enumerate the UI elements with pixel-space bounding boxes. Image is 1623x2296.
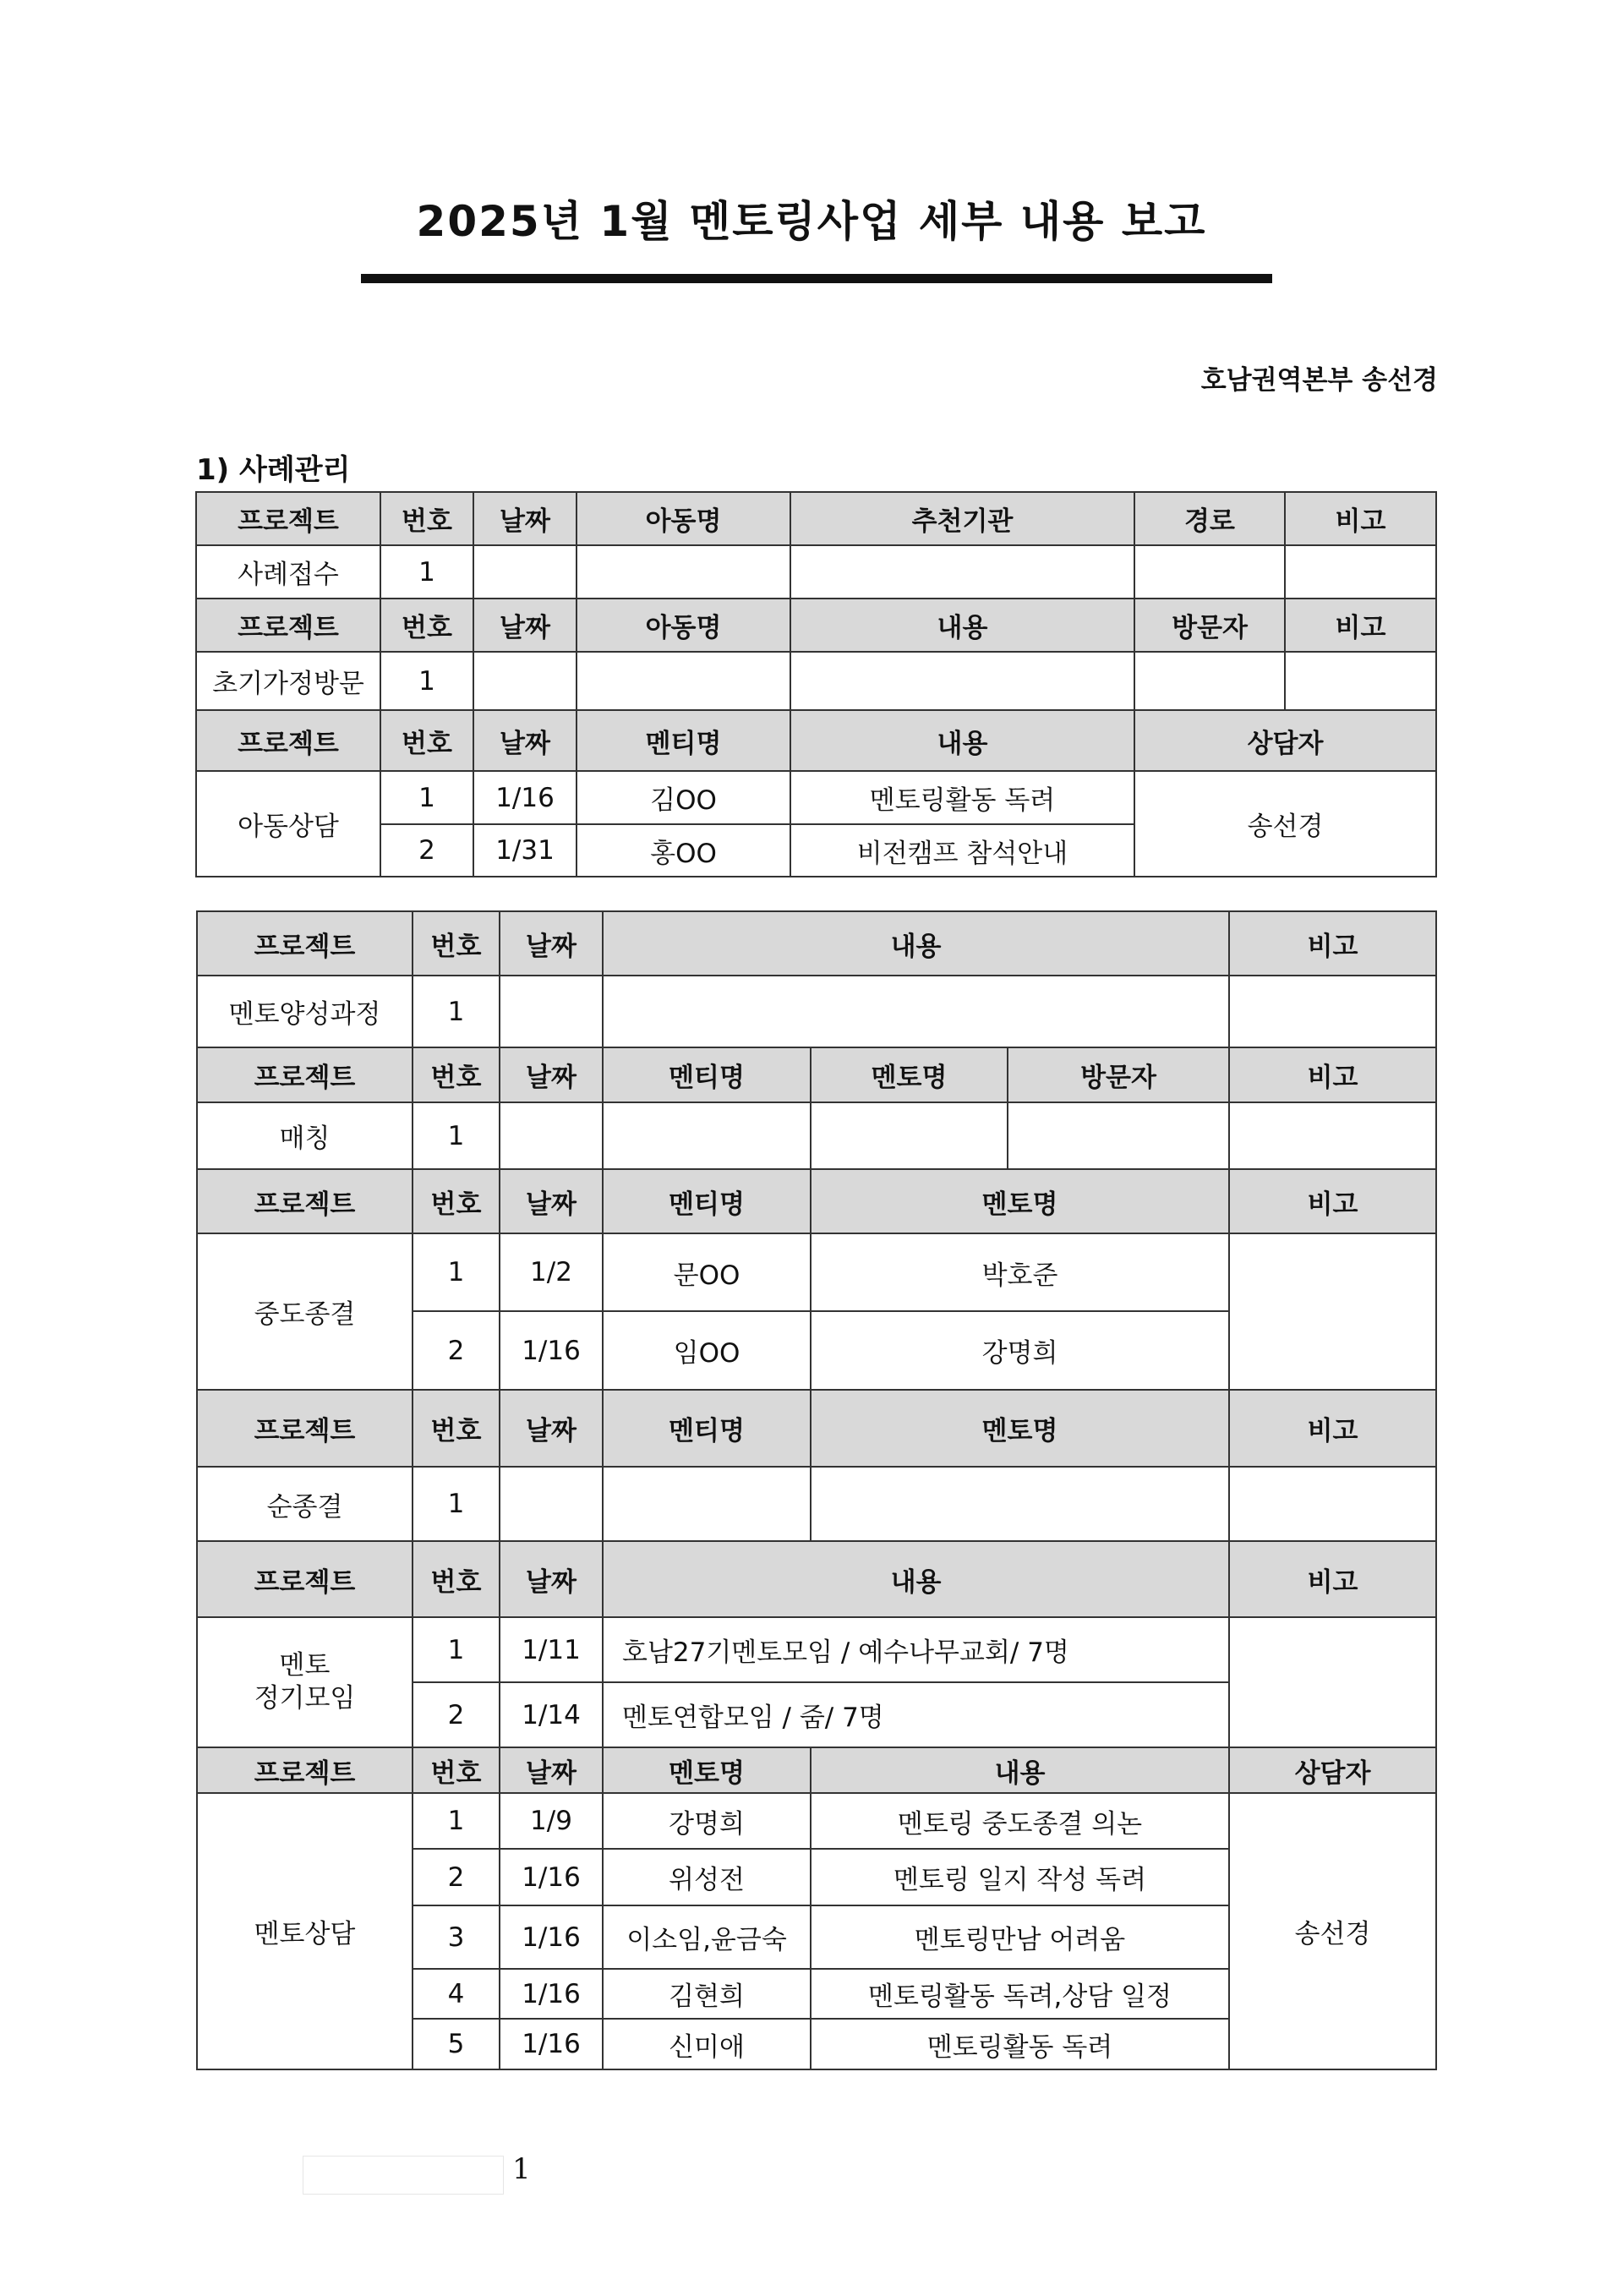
project-cell: 사례접수	[196, 545, 380, 599]
mentee-cell	[603, 1102, 811, 1169]
no-cell: 5	[413, 2019, 500, 2069]
col-date: 날짜	[500, 1047, 603, 1102]
date-cell	[500, 976, 603, 1047]
col-visitor: 방문자	[1008, 1047, 1229, 1102]
col-project: 프로젝트	[197, 911, 413, 976]
case-management-table	[195, 491, 1437, 877]
col-remark: 비고	[1285, 492, 1436, 545]
table-row	[197, 976, 1436, 1047]
no-cell: 4	[413, 1969, 500, 2019]
no-cell: 1	[380, 545, 473, 599]
remark-cell	[1229, 1467, 1436, 1541]
content-cell: 멘토링 중도종결 의논	[811, 1793, 1229, 1849]
col-mentee: 멘티명	[603, 1169, 811, 1233]
col-mentor: 멘토명	[811, 1047, 1008, 1102]
col-route: 경로	[1134, 492, 1285, 545]
header-row	[197, 1747, 1436, 1793]
col-no: 번호	[413, 1047, 500, 1102]
col-mentor: 멘토명	[603, 1747, 811, 1793]
col-no: 번호	[413, 1169, 500, 1233]
date-cell: 1/9	[500, 1793, 603, 1849]
col-agency: 추천기관	[790, 492, 1134, 545]
header-row	[196, 599, 1436, 652]
header-row	[196, 492, 1436, 545]
content-cell: 비전캠프 참석안내	[790, 824, 1134, 877]
no-cell: 1	[380, 771, 473, 824]
mentor-cell: 김현희	[603, 1969, 811, 2019]
no-cell: 2	[413, 1311, 500, 1390]
date-cell: 1/16	[500, 1311, 603, 1390]
remark-cell	[1229, 1102, 1436, 1169]
mentor-cell: 신미애	[603, 2019, 811, 2069]
project-cell: 아동상담	[196, 771, 380, 877]
col-content: 내용	[603, 1541, 1229, 1617]
col-mentee: 멘티명	[577, 710, 790, 771]
section-heading: 1) 사례관리	[196, 453, 351, 487]
remark-cell	[1229, 1233, 1436, 1390]
remark-cell	[1285, 545, 1436, 599]
no-cell: 1	[413, 1233, 500, 1311]
table-row	[196, 545, 1436, 599]
no-cell: 1	[413, 1617, 500, 1682]
mentor-cell: 박호준	[811, 1233, 1229, 1311]
col-remark: 비고	[1229, 1541, 1436, 1617]
project-cell: 매칭	[197, 1102, 413, 1169]
col-no: 번호	[413, 1747, 500, 1793]
project-cell: 멘토상담	[197, 1793, 413, 2069]
no-cell: 2	[413, 1682, 500, 1747]
header-row	[197, 1169, 1436, 1233]
visitor-cell	[1008, 1102, 1229, 1169]
header-row	[196, 710, 1436, 771]
col-remark: 비고	[1285, 599, 1436, 652]
content-cell: 멘토링활동 독려,상담 일정	[811, 1969, 1229, 2019]
mentee-cell	[603, 1467, 811, 1541]
footer-box	[303, 2156, 504, 2195]
header-row	[197, 1541, 1436, 1617]
col-project: 프로젝트	[197, 1169, 413, 1233]
table-row	[197, 1233, 1436, 1311]
table-row	[197, 1793, 1436, 1849]
date-cell: 1/14	[500, 1682, 603, 1747]
col-no: 번호	[380, 492, 473, 545]
content-cell	[603, 976, 1229, 1047]
table-row	[196, 652, 1436, 710]
table-row	[197, 1467, 1436, 1541]
col-date: 날짜	[500, 911, 603, 976]
remark-cell	[1229, 976, 1436, 1047]
col-remark: 비고	[1229, 1390, 1436, 1467]
col-date: 날짜	[473, 492, 577, 545]
col-date: 날짜	[500, 1390, 603, 1467]
mentor-cell: 강명희	[603, 1793, 811, 1849]
date-cell	[500, 1102, 603, 1169]
content-cell: 멘토링만남 어려움	[811, 1905, 1229, 1969]
mentoring-activity-table	[196, 910, 1437, 2070]
col-no: 번호	[380, 710, 473, 771]
date-cell	[473, 652, 577, 710]
date-cell: 1/16	[473, 771, 577, 824]
no-cell: 3	[413, 1905, 500, 1969]
col-counselor: 상담자	[1229, 1747, 1436, 1793]
col-date: 날짜	[500, 1169, 603, 1233]
title-underline	[361, 274, 1272, 283]
col-project: 프로젝트	[197, 1747, 413, 1793]
col-date: 날짜	[500, 1747, 603, 1793]
route-cell	[1134, 545, 1285, 599]
col-remark: 비고	[1229, 1047, 1436, 1102]
content-cell: 멘토연합모임 / 줌/ 7명	[603, 1682, 1229, 1747]
col-project: 프로젝트	[196, 492, 380, 545]
col-date: 날짜	[473, 599, 577, 652]
header-row	[197, 1047, 1436, 1102]
date-cell	[500, 1467, 603, 1541]
counselor-cell: 송선경	[1229, 1793, 1436, 2069]
col-mentee: 멘티명	[603, 1390, 811, 1467]
col-project: 프로젝트	[197, 1047, 413, 1102]
col-project: 프로젝트	[196, 599, 380, 652]
child-cell	[577, 652, 790, 710]
date-cell: 1/11	[500, 1617, 603, 1682]
header-row	[197, 1390, 1436, 1467]
mentee-cell: 김OO	[577, 771, 790, 824]
col-remark: 비고	[1229, 911, 1436, 976]
date-cell	[473, 545, 577, 599]
project-cell: 중도종결	[197, 1233, 413, 1390]
col-counselor: 상담자	[1134, 710, 1436, 771]
project-cell: 순종결	[197, 1467, 413, 1541]
mentor-cell: 강명희	[811, 1311, 1229, 1390]
col-mentor: 멘토명	[811, 1390, 1229, 1467]
header-row	[197, 911, 1436, 976]
col-project: 프로젝트	[196, 710, 380, 771]
mentor-cell: 이소임,윤금숙	[603, 1905, 811, 1969]
col-no: 번호	[413, 1541, 500, 1617]
mentee-cell: 임OO	[603, 1311, 811, 1390]
col-child: 아동명	[577, 492, 790, 545]
date-cell: 1/16	[500, 1969, 603, 2019]
remark-cell	[1229, 1617, 1436, 1747]
mentee-cell: 홍OO	[577, 824, 790, 877]
counselor-cell: 송선경	[1134, 771, 1436, 877]
col-content: 내용	[790, 599, 1134, 652]
col-date: 날짜	[500, 1541, 603, 1617]
report-title: 2025년 1월 멘토링사업 세부 내용 보고	[416, 197, 1207, 246]
col-project: 프로젝트	[197, 1541, 413, 1617]
content-cell: 멘토링활동 독려	[811, 2019, 1229, 2069]
remark-cell	[1285, 652, 1436, 710]
agency-cell	[790, 545, 1134, 599]
table-row	[197, 1102, 1436, 1169]
page-number: 1	[512, 2152, 531, 2186]
col-content: 내용	[603, 911, 1229, 976]
content-cell: 멘토링 일지 작성 독려	[811, 1849, 1229, 1905]
col-content: 내용	[790, 710, 1134, 771]
col-content: 내용	[811, 1747, 1229, 1793]
content-cell: 호남27기멘토모임 / 예수나무교회/ 7명	[603, 1617, 1229, 1682]
date-cell: 1/31	[473, 824, 577, 877]
mentor-cell	[811, 1102, 1008, 1169]
author: 호남권역본부 송선경	[1200, 365, 1438, 396]
project-cell: 초기가정방문	[196, 652, 380, 710]
col-mentor: 멘토명	[811, 1169, 1229, 1233]
table-row	[197, 1617, 1436, 1682]
no-cell: 1	[380, 652, 473, 710]
col-project: 프로젝트	[197, 1390, 413, 1467]
col-no: 번호	[413, 1390, 500, 1467]
project-cell: 멘토양성과정	[197, 976, 413, 1047]
col-remark: 비고	[1229, 1169, 1436, 1233]
date-cell: 1/2	[500, 1233, 603, 1311]
date-cell: 1/16	[500, 2019, 603, 2069]
mentee-cell: 문OO	[603, 1233, 811, 1311]
col-no: 번호	[413, 911, 500, 976]
col-no: 번호	[380, 599, 473, 652]
visitor-cell	[1134, 652, 1285, 710]
no-cell: 2	[413, 1849, 500, 1905]
col-child: 아동명	[577, 599, 790, 652]
no-cell: 1	[413, 976, 500, 1047]
content-cell	[790, 652, 1134, 710]
col-date: 날짜	[473, 710, 577, 771]
project-cell: 멘토 정기모임	[197, 1617, 413, 1747]
table-row	[196, 771, 1436, 824]
no-cell: 2	[380, 824, 473, 877]
date-cell: 1/16	[500, 1905, 603, 1969]
no-cell: 1	[413, 1793, 500, 1849]
content-cell: 멘토링활동 독려	[790, 771, 1134, 824]
no-cell: 1	[413, 1467, 500, 1541]
col-mentee: 멘티명	[603, 1047, 811, 1102]
child-cell	[577, 545, 790, 599]
date-cell: 1/16	[500, 1849, 603, 1905]
no-cell: 1	[413, 1102, 500, 1169]
col-visitor: 방문자	[1134, 599, 1285, 652]
mentor-cell	[811, 1467, 1229, 1541]
mentor-cell: 위성전	[603, 1849, 811, 1905]
